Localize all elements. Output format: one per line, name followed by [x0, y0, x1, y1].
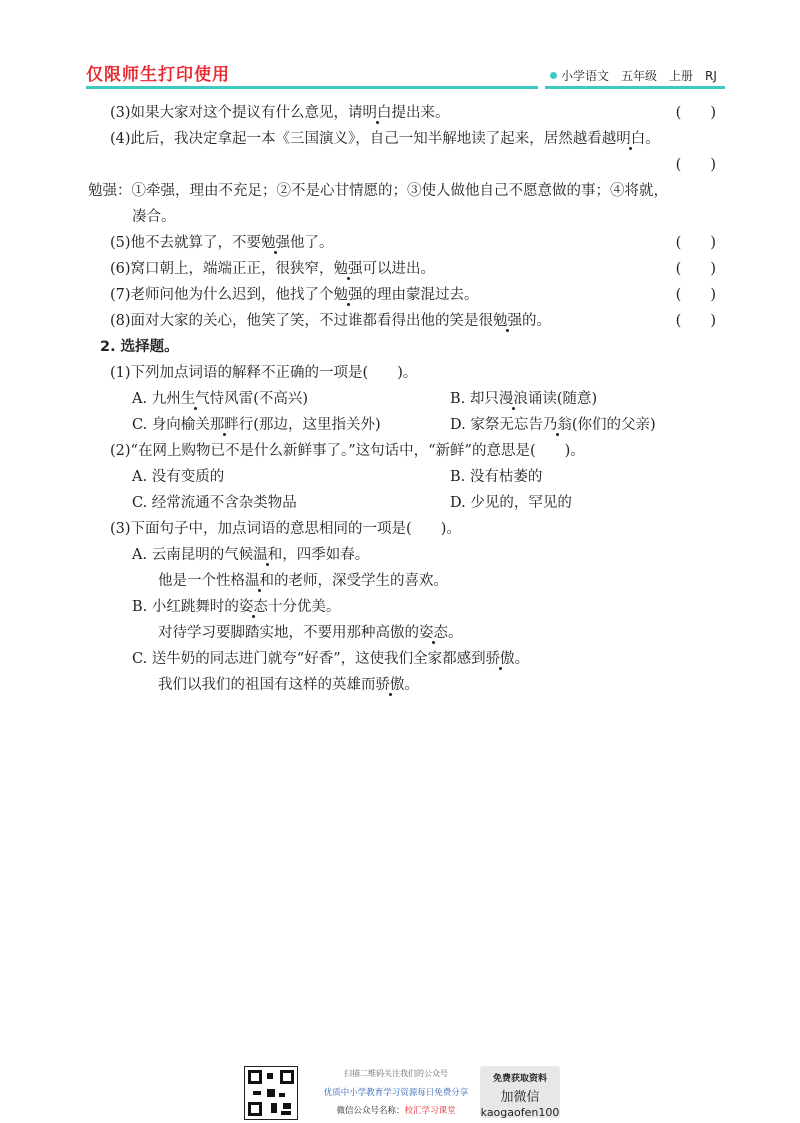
question-item: (4)此后，我决定拿起一本《三国演义》，自己一知半解地读了起来，居然越看越明白。 [110, 131, 660, 147]
dotted-word: 姿态 [238, 599, 268, 615]
option-sentence: 我们以我们的祖国有这样的英雄而骄傲。 [158, 677, 419, 693]
option-a[interactable]: A. 九州生气恃风雷(不高兴) [132, 391, 309, 407]
question-item: (6)窝口朝上，端端正正，很狭窄，勉强可以进出。 ( ) [110, 256, 730, 282]
header-rule [86, 86, 538, 89]
grade-label: 五年级 [621, 69, 658, 83]
worksheet-content [88, 100, 730, 698]
volume-label: 上册 [669, 69, 694, 83]
option-sentence: 他是一个性格温和的老师，深受学生的喜欢。 [158, 573, 448, 589]
option-c[interactable]: C. 送牛奶的同志进门就夸“好香”，这使我们全家都感到骄傲。 [132, 651, 530, 667]
option-row [110, 412, 730, 438]
dotted-word: 骄傲 [375, 677, 405, 693]
header-rule [545, 86, 725, 89]
dotted-word: 明白 [362, 105, 392, 121]
option-row [110, 490, 730, 516]
option-c[interactable]: C. 身向榆关那畔行(那边，这里指关外) [132, 417, 381, 433]
answer-blank[interactable]: ( ) [675, 261, 716, 277]
dotted-word: 那畔 [209, 417, 239, 433]
option-a[interactable]: A. 云南昆明的气候温和，四季如春。 [132, 547, 370, 563]
dotted-word: 勉强 [493, 313, 523, 329]
option-d[interactable]: D. 家祭无忘告乃翁(你们的父亲) [450, 417, 656, 433]
option-row [110, 386, 730, 412]
dotted-word: 勉强 [333, 261, 363, 277]
dotted-word: 温和 [253, 547, 283, 563]
answer-blank[interactable]: ( ) [675, 235, 716, 251]
question-stem: (3)下面句子中，加点词语的意思相同的一项是( )。 [110, 521, 461, 537]
question-item: (7)老师问他为什么迟到，他找了个勉强的理由蒙混过去。 ( ) [110, 282, 730, 308]
option-row [110, 464, 730, 490]
print-stamp: 仅限师生打印使用 [86, 65, 230, 85]
option-c[interactable]: C. 经常流通不含杂类物品 [132, 495, 297, 511]
dotted-word: 明白 [616, 131, 646, 147]
dotted-word: 骄傲 [485, 651, 515, 667]
definition-text: 凑合。 [132, 209, 176, 225]
header-meta [550, 67, 717, 84]
dotted-word: 姿态 [419, 625, 448, 641]
dotted-word: 漫浪 [498, 391, 528, 407]
footer-caption: 扫描二维码关注我们的公众号 [344, 1069, 448, 1078]
answer-blank[interactable]: ( ) [675, 313, 716, 329]
option-b[interactable]: B. 却只漫浪诵读(随意) [450, 391, 598, 407]
option-a[interactable]: A. 没有变质的 [132, 469, 225, 485]
question-item: (8)面对大家的关心，他笑了笑，不过谁都看得出他的笑是很勉强的。 ( ) [110, 308, 730, 334]
page-footer [240, 1062, 570, 1120]
option-b[interactable]: B. 小红跳舞时的姿态十分优美。 [132, 599, 341, 615]
dotted-word: 生气 [180, 391, 210, 407]
subject-label: 小学语文 [561, 69, 610, 83]
section-heading: 2. 选择题。 [100, 339, 179, 355]
answer-blank[interactable]: ( ) [675, 157, 716, 173]
option-d[interactable]: D. 少见的，罕见的 [450, 495, 572, 511]
question-item: (3)如果大家对这个提议有什么意见，请明白提出来。 ( ) [110, 100, 730, 126]
edition-label: RJ [705, 69, 717, 83]
dotted-word: 勉强 [333, 287, 363, 303]
qr-code-icon[interactable] [244, 1066, 298, 1120]
question-stem: (2)“在网上购物已不是什么新鲜事了。”这句话中，“新鲜”的意思是( )。 [110, 443, 585, 459]
page-header [0, 0, 800, 100]
option-sentence: 对待学习要脚踏实地，不要用那种高傲的姿态。 [158, 625, 463, 641]
question-item: (5)他不去就算了，不要勉强他了。 ( ) [110, 230, 730, 256]
option-b[interactable]: B. 没有枯萎的 [450, 469, 543, 485]
dotted-word: 勉强 [261, 235, 291, 251]
question-item [110, 152, 730, 178]
footer-account: 微信公众号名称：校汇学习课堂 [336, 1106, 456, 1116]
dotted-word: 乃翁 [542, 417, 572, 433]
answer-blank[interactable]: ( ) [675, 287, 716, 303]
wechat-badge[interactable]: 免费获取资料 加微信 kaogaofen100 [480, 1066, 560, 1118]
question-stem: (1)下列加点词语的解释不正确的一项是( )。 [110, 365, 418, 381]
dotted-word: 温和 [245, 573, 274, 589]
answer-blank[interactable]: ( ) [675, 105, 716, 121]
definition-text: 勉强：①牵强，理由不充足；②不是心甘情愿的；③使人做他自己不愿意做的事；④将就， [88, 183, 668, 199]
footer-slogan: 优质中小学教育学习资源每日免费分享 [323, 1088, 469, 1098]
bullet-dot-icon [550, 72, 557, 79]
